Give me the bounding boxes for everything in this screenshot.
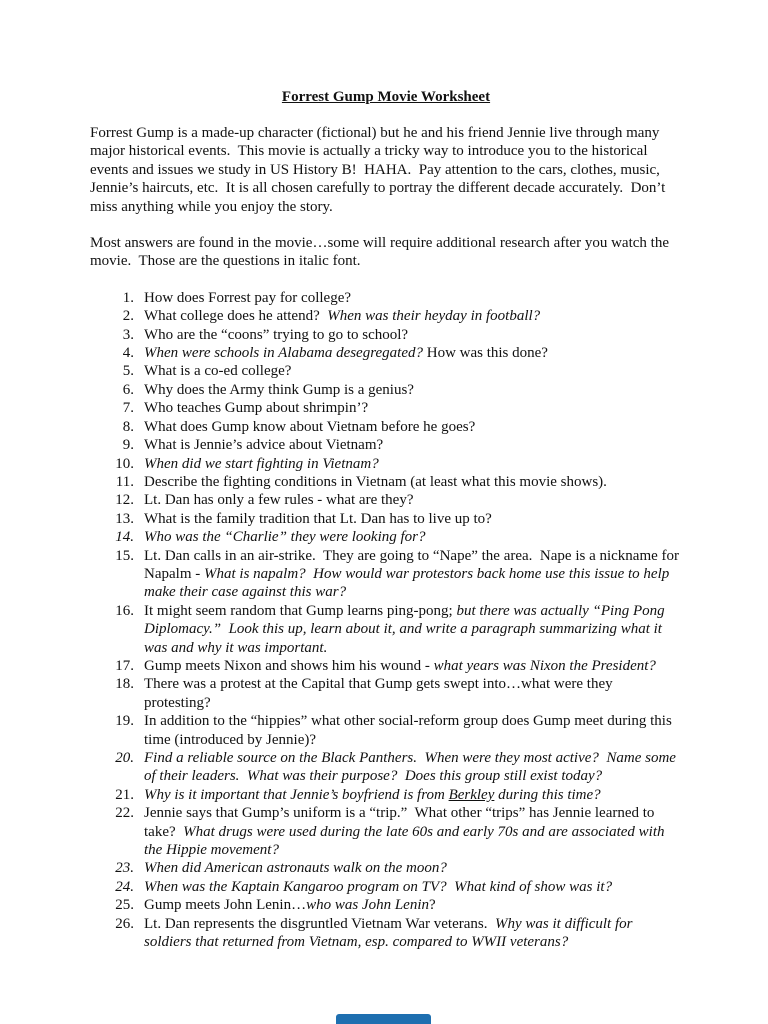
question-number: 15.: [115, 547, 134, 564]
question-text: It might seem random that Gump learns ping-pong; but there was actually “Ping Pong Diplomacy.” Look this up, learn about it, and write a paragraph summarizing what it was and why it was important.: [144, 602, 669, 656]
question-item: [108, 326, 682, 344]
question-text: Lt. Dan calls in an air-strike. They are going to “Nape” the area. Nape is a nickname for Napalm - What is napalm? How would war protestors back home use this issue to help make their case against this war?: [144, 547, 683, 601]
question-number: 12.: [115, 492, 134, 509]
question-text: Gump meets Nixon and shows him his wound - what years was Nixon the President?: [144, 657, 656, 674]
question-number: 2.: [122, 308, 134, 325]
question-item: [108, 675, 682, 712]
question-item: [108, 307, 682, 325]
question-text: Gump meets John Lenin…who was John Lenin?: [144, 897, 436, 914]
question-item: [108, 362, 682, 380]
question-text: Describe the fighting conditions in Vietnam (at least what this movie shows).: [144, 473, 607, 490]
question-item: [108, 915, 682, 952]
question-text: Who are the “coons” trying to go to school?: [144, 326, 409, 343]
question-text: Lt. Dan represents the disgruntled Vietnam War veterans. Why was it difficult for soldiers that returned from Vietnam, esp. compared to WWII veterans?: [144, 915, 637, 951]
question-number: 25.: [115, 897, 134, 914]
question-text: How does Forrest pay for college?: [144, 289, 352, 306]
question-text: When was the Kaptain Kangaroo program on TV? What kind of show was it?: [144, 878, 613, 895]
question-text: Why does the Army think Gump is a genius?: [144, 381, 414, 398]
question-text: There was a protest at the Capital that Gump gets swept into…what were they protesting?: [144, 676, 617, 711]
intro-paragraph-2: Most answers are found in the movie…some will require additional research after you watch the movie. Those are the questions in italic font.: [90, 235, 673, 270]
question-number: 22.: [115, 805, 134, 822]
question-number: 8.: [122, 418, 134, 435]
question-text: What is a co-ed college?: [144, 363, 292, 380]
question-text: Jennie says that Gump’s uniform is a “trip.” What other “trips” has Jennie learned to take? What drugs were used during the late 60s and early 70s and are associated with the Hippie movement?: [144, 805, 669, 859]
question-item: [108, 399, 682, 417]
question-item: [108, 749, 682, 786]
question-item: [108, 510, 682, 528]
question-number: 3.: [122, 326, 134, 343]
question-item: [108, 491, 682, 509]
question-number: 20.: [115, 750, 134, 766]
question-item: [108, 528, 682, 546]
question-number: 9.: [122, 437, 134, 454]
question-number: 21.: [115, 786, 134, 803]
intro-paragraph-1: Forrest Gump is a made-up character (fictional) but he and his friend Jennie live through many major historical events. This movie is actually a tricky way to introduce you to the historical events and issues we study in US History B! HAHA. Pay attention to the cars, clothes, music, Jennie’s haircuts, etc. It is all chosen carefully to portray the different decade accurately. Don’t miss anything while you enjoy the story.: [90, 125, 670, 215]
question-text: What is the family tradition that Lt. Dan has to live up to?: [144, 510, 492, 527]
question-item: [108, 602, 682, 657]
question-text: Who was the “Charlie” they were looking for?: [144, 529, 426, 546]
question-item: [108, 804, 682, 859]
question-list: [108, 289, 682, 952]
question-number: 13.: [115, 510, 134, 527]
question-text: Who teaches Gump about shrimpin’?: [144, 400, 369, 417]
question-text: What does Gump know about Vietnam before he goes?: [144, 418, 476, 435]
question-item: [108, 344, 682, 362]
question-number: 10.: [115, 455, 134, 472]
question-item: [108, 878, 682, 896]
page-title: Forrest Gump Movie Worksheet: [281, 89, 491, 105]
question-item: [108, 289, 682, 307]
question-number: 17.: [115, 657, 134, 674]
question-number: 16.: [115, 602, 134, 619]
question-number: 19.: [115, 713, 134, 730]
question-number: 4.: [122, 345, 134, 362]
question-text: Find a reliable source on the Black Panthers. When were they most active? Name some of their leaders. What was their purpose? Does this group still exist today?: [144, 750, 680, 785]
question-item: [108, 547, 682, 602]
question-number: 26.: [115, 915, 134, 932]
question-number: 6.: [122, 381, 134, 398]
question-number: 11.: [115, 473, 134, 490]
footer-banner[interactable]: [336, 1014, 431, 1024]
question-item: [108, 473, 682, 491]
question-number: 5.: [122, 363, 134, 380]
question-text: In addition to the “hippies” what other social-reform group does Gump meet during this time (introduced by Jennie)?: [144, 713, 676, 748]
question-item: [108, 657, 682, 675]
question-number: 7.: [122, 400, 134, 417]
question-number: 18.: [115, 676, 134, 693]
question-number: 23.: [115, 860, 134, 877]
question-text: Lt. Dan has only a few rules - what are they?: [144, 492, 414, 509]
question-number: 1.: [122, 289, 134, 306]
question-number: 14.: [115, 529, 134, 546]
question-number: 24.: [115, 878, 134, 895]
question-text: What college does he attend? When was their heyday in football?: [144, 308, 541, 325]
question-text: What is Jennie’s advice about Vietnam?: [144, 437, 384, 454]
question-item: [108, 455, 682, 473]
question-item: [108, 712, 682, 749]
question-text: When did American astronauts walk on the moon?: [144, 860, 447, 877]
question-item: [108, 436, 682, 454]
question-item: [108, 859, 682, 877]
question-item: [108, 418, 682, 436]
question-item: [108, 381, 682, 399]
question-text: When did we start fighting in Vietnam?: [144, 455, 379, 472]
question-item: [108, 786, 682, 804]
question-text: Why is it important that Jennie’s boyfriend is from Berkley during this time?: [144, 786, 601, 803]
question-text: When were schools in Alabama desegregated? How was this done?: [144, 345, 548, 362]
question-item: [108, 896, 682, 914]
